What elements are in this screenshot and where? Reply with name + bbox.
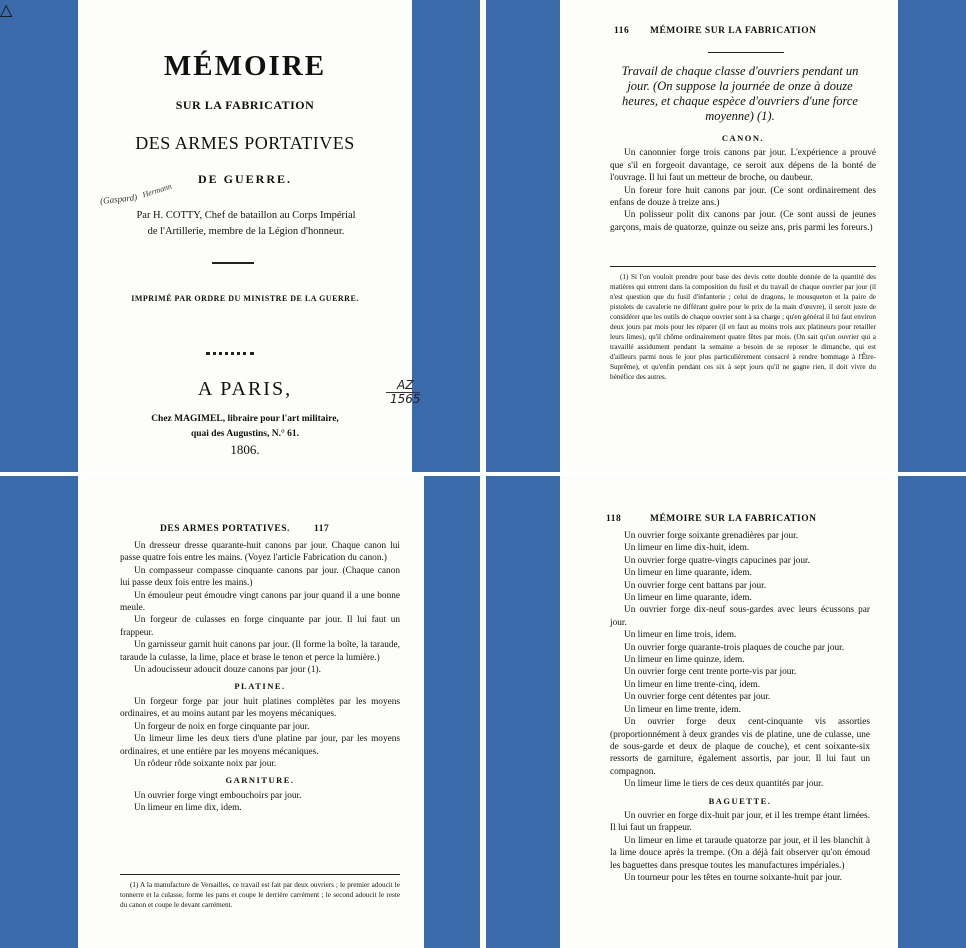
triangle-mark-icon: △ <box>0 0 13 19</box>
section-heading-platine: PLATINE. <box>234 681 286 692</box>
publisher-line-2: quai des Augustins, N.° 61. <box>190 429 300 439</box>
paragraph: Un rôdeur rôde soixante noix par jour. <box>134 758 277 769</box>
paragraph: Un limeur en lime trois, idem. <box>624 630 737 641</box>
running-head-text: MÉMOIRE SUR LA FABRICATION <box>650 514 817 524</box>
page-117-body <box>120 540 400 815</box>
page-116-body <box>610 128 876 234</box>
paragraph: Un ouvrier forge cent battans par jour. <box>624 580 767 591</box>
paragraph: Un ouvrier forge vingt embouchoirs par jour. <box>134 790 302 801</box>
page-118-body <box>610 530 870 884</box>
paragraph: Un forgeur de noix en forge cinquante par jour. <box>134 721 310 732</box>
paragraph: Un limeur en lime dix, idem. <box>134 803 242 814</box>
page-118-scan <box>486 476 966 948</box>
running-head-text: MÉMOIRE SUR LA FABRICATION <box>650 26 817 36</box>
shelfmark-handwritten: AZ 1565 <box>390 378 421 406</box>
footnote-rule <box>120 874 400 875</box>
paragraph: Un canonnier forge trois canons par jour. L'expérience a prouvé que s'il en forgeoit davantage, ce seroit aux dépens de la bonté de l'ouvrage. Il lui faut un metteur de broche, ou daubeur. <box>610 148 876 184</box>
author-line-2: de l'Artillerie, membre de la Légion d'honneur. <box>147 226 345 237</box>
footnote-rule <box>610 266 876 267</box>
page-116-scan <box>486 0 966 472</box>
imprint-note: IMPRIMÉ PAR ORDRE DU MINISTRE DE LA GUERRE. <box>131 294 359 303</box>
paragraph: Un ouvrier forge dix-neuf sous-gardes avec leurs écussons par jour. <box>610 605 870 628</box>
page-118 <box>560 476 898 948</box>
paragraph: Un limeur lime le tiers de ces deux quantités par jour. <box>624 779 824 790</box>
page-number: 117 <box>314 524 330 534</box>
paragraph: Un foreur fore huit canons par jour. (Ce sont ordinairement des enfans de douze à treize ans.) <box>610 185 876 209</box>
section-heading-baguette: BAGUETTE. <box>708 795 772 806</box>
handwritten-annotation-2: Hermann <box>141 181 173 200</box>
paragraph: Un émouleur peut émoudre vingt canons par jour quand il a une bonne meule. <box>120 590 400 614</box>
footnote-text: (1) Si l'on vouloit prendre pour base des devis cette double donnée de la quantité des matières qui entrent dans la composition du fusil et du travail de chaque ouvrier par jour (il n'est question que du fusil d'infanterie ; celui de dragons, le mousqueton et la paire de pistolets de cavalerie ne différant guère pour le prix de la main d'œuvre), il seroit juste de considérer que les outils de chaque ouvrier sont à sa charge ; qu'en général il lui faut environ deux jours par mois pour les réparer (il en faut au moins trois aux platineurs pour retailler leurs limes), qu'il chôme ordinairement quatre fêtes par mois. (On sait qu'un ouvrier qui a travaillé assidument pendant la semaine a besoin de se reposer le dimanche, qui est d'ailleurs parmi nous le jour plus particulièrement consacré à rendre hommage à l'Être-Suprême), et qu'enfin pendant ces six à sept jours qu'il ne gagne rien, il doit vivre du bénéfice des autres. <box>610 273 877 381</box>
book-title: MÉMOIRE <box>163 50 327 82</box>
page-title-scan <box>0 0 480 472</box>
running-head-text: DES ARMES PORTATIVES. <box>160 524 290 534</box>
paragraph: Un limeur lime les deux tiers d'une platine par jour, par les moyens ordinaires, et une entière par les moyens mécaniques. <box>120 734 400 757</box>
paragraph: Un limeur en lime et taraude quatorze par jour, et il les blanchit à la lime douce après la trempe. (On a déjà fait observer qu'on émoud les baguettes dans presque toutes les manufactures impériales.) <box>610 835 870 871</box>
paragraph: Un ouvrier forge quatre-vingts capucines par jour. <box>624 555 810 566</box>
paragraph: Un ouvrier forge cent détentes par jour. <box>624 692 771 703</box>
book-subtitle-2: DES ARMES PORTATIVES <box>135 133 355 153</box>
paragraph: Un dresseur dresse quarante-huit canons par jour. Chaque canon lui passe quatre fois entre les mains. (Voyez l'article Fabrication du canon.) <box>120 541 400 564</box>
paragraph: Un forgeur forge par jour huit platines complètes par les moyens ordinaires, et au moins autant par les moyens mécaniques. <box>120 696 400 720</box>
publisher-block <box>78 412 412 442</box>
paragraph: Un ouvrier forge cent trente porte-vis par jour. <box>624 667 797 678</box>
page-number: 118 <box>606 514 622 524</box>
section-heading-garniture: GARNITURE. <box>225 775 295 786</box>
page-117 <box>78 476 424 948</box>
decorative-rule <box>212 262 254 264</box>
publisher-line-1: Chez MAGIMEL, libraire pour l'art militaire, <box>151 414 339 424</box>
place-of-publication: A PARIS, <box>197 378 293 400</box>
paragraph: Un forgeur de culasses en forge cinquante par jour. Il lui faut un frappeur. <box>120 615 400 638</box>
decorative-dotted-rule <box>206 352 254 355</box>
shelfmark-underline <box>386 392 420 393</box>
paragraph: Un ouvrier forge soixante grenadières par jour. <box>624 531 799 541</box>
paragraph: Un tourneur pour les têtes en tourne soixante-huit par jour. <box>624 872 842 883</box>
section-heading-canon: CANON. <box>721 133 765 143</box>
paragraph: Un polisseur polit dix canons par jour. (Ce sont aussi de jeunes garçons, mais de quatorze, quinze ou seize ans, pris parmi les foreurs.) <box>610 210 876 233</box>
paragraph: Un compasseur compasse cinquante canons par jour. (Chaque canon lui passe deux fois entre les mains.) <box>120 565 400 589</box>
paragraph: Un ouvrier en forge dix-huit par jour, et il les trempe étant limées. Il lui faut un frappeur. <box>610 810 870 834</box>
paragraph: Un ouvrier forge quarante-trois plaques de couche par jour. <box>624 642 845 653</box>
footnote-text: (1) A la manufacture de Versailles, ce travail est fait par deux ouvriers ; le premier adoucit le tonnerre et la culasse, forme les pans et coupe le derrière carrément ; le second adoucit le reste du canon et coupe le devant carrément. <box>120 881 400 909</box>
chapter-heading: Travail de chaque classe d'ouvriers pendant un jour. (On suppose la journée de onze à douze heures, et chaque espèce d'ouvriers d'une force moyenne) (1). <box>621 64 859 123</box>
author-line <box>86 208 406 240</box>
paragraph: Un ouvrier forge deux cent-cinquante vis assorties (proportionnément à deux grandes vis de platine, une de culasse, une de sous-garde et deux de plaque de couche), et cent soixante-six ressorts de garniture, également assortis, par jour. Il lui faut un compagnon. <box>610 717 870 777</box>
footnote <box>610 272 876 382</box>
publication-year: 1806. <box>230 442 260 457</box>
footnote <box>120 880 400 910</box>
paragraph: Un limeur en lime trente, idem. <box>624 704 741 715</box>
book-subtitle-3: DE GUERRE. <box>197 172 292 186</box>
title-page <box>78 0 421 472</box>
author-line-1: Par H. COTTY, Chef de bataillon au Corps Impérial <box>136 210 356 221</box>
paragraph: Un garnisseur garnit huit canons par jour. (Il forme la boîte, la taraude, taraude la culasse, la lime, place et brase le tenon et perce la lumière.) <box>120 640 400 663</box>
book-subtitle-1: SUR LA FABRICATION <box>175 98 315 112</box>
paragraph: Un limeur en lime quarante, idem. <box>624 568 752 579</box>
paragraph: Un limeur en lime trente-cinq, idem. <box>624 679 761 690</box>
header-rule <box>708 52 784 53</box>
paragraph: Un limeur en lime quarante, idem. <box>624 593 752 604</box>
paragraph: Un limeur en lime dix-huit, idem. <box>624 543 750 554</box>
handwritten-annotation-1: (Gaspard) <box>99 192 138 206</box>
page-number: 116 <box>614 26 630 36</box>
page-117-scan <box>0 476 480 948</box>
paragraph: Un adoucisseur adoucit douze canons par jour (1). <box>134 665 321 676</box>
page-116 <box>560 0 898 472</box>
paragraph: Un limeur en lime quinze, idem. <box>624 655 745 666</box>
